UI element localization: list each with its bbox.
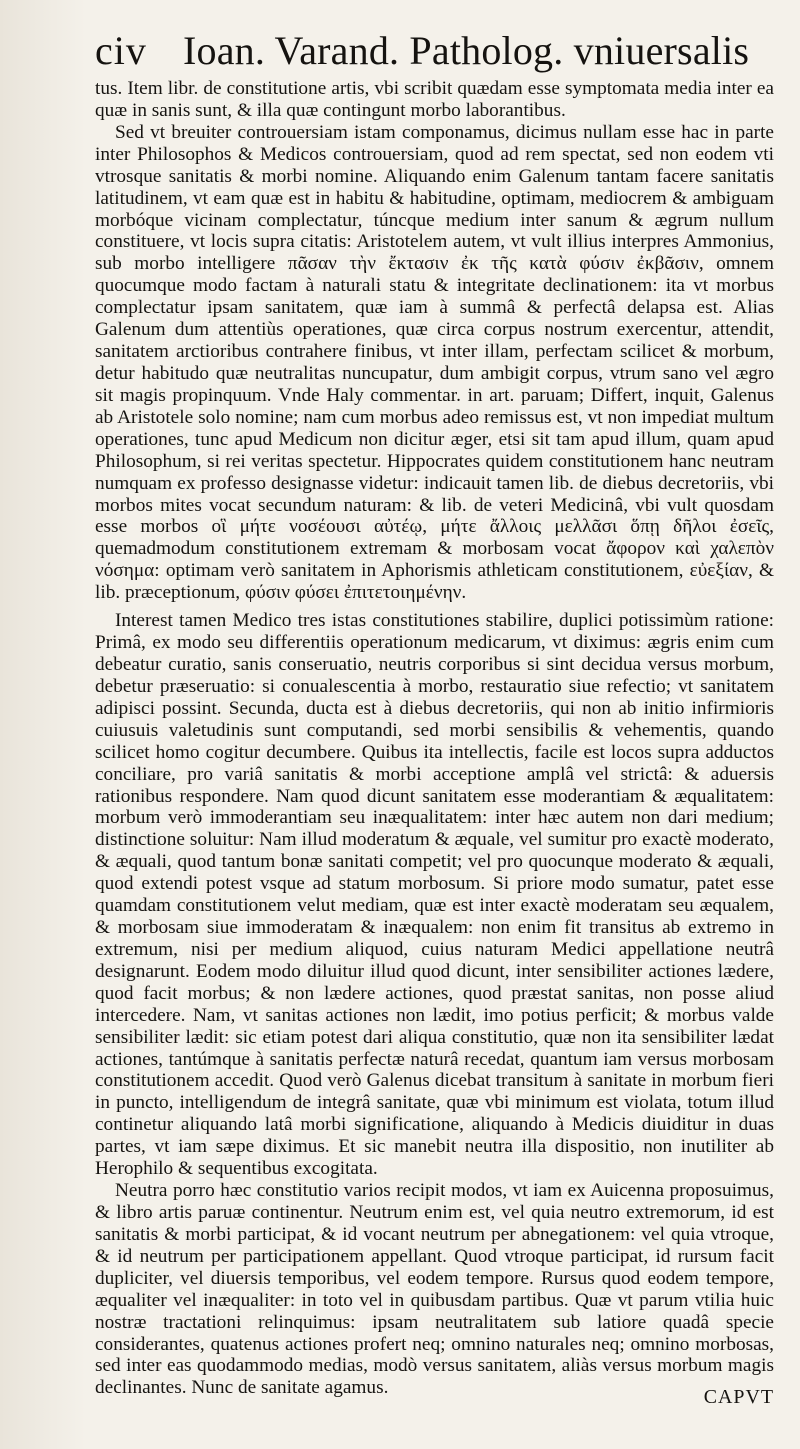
- paragraph-2: Sed vt breuiter controuersiam istam componamus, dicimus nullam esse hac in parte inter Philosophos & Medicos controuersiam, quod ad rem spectat, sed non eodem vti vtrosque sanitatis & morbi nomine. Aliquando enim Galenum tantam facere sanitatis latitudinem, vt eam quæ est in habitu & habitudine, optimam, mediocrem & ambiguam morbóque vicinam complectatur, túncque medium inter sanum & ægrum nullum constituere, vt locis supra citatis: Aristotelem autem, vt vult illius interpres Ammonius, sub morbo intelligere πᾶσαν τὴν ἔκτασιν ἐκ τῆς κατὰ φύσιν ἐκβᾶσιν, omnem quocumque modo factam à naturali statu & integritate declinationem: ita vt morbus complectatur ipsam sanitatem, quæ iam à summâ & perfectâ delapsa est. Alias Galenum dum attentiùs operationes, quæ circa corpus nostrum exercentur, attendit, sanitatem arctioribus contrahere finibus, vt inter illam, perfectam scilicet & morbum, detur habitudo quæ neutralitas nuncupatur, dum ambigit corpus, vtrum sano vel ægro sit magis propinquum. Vnde Haly commentar. in art. paruam; Differt, inquit, Galenus ab Aristotele solo nomine; nam cum morbus adeo remissus est, vt non impediat multum operationes, tunc apud Medicum non dicitur æger, etsi sit tam apud illum, quam apud Philosophum, si rei veritas spectetur. Hippocrates quidem constitutionem hanc neutram numquam ex professo designasse videtur: indicauit tamen lib. de diebus decretoriis, vbi morbos mites vocat secundum naturam: & lib. de veteri Medicinâ, vbi vult quosdam esse morbos οἳ μήτε νοσέουσι αὐτέῳ, μήτε ἄλλοις μελλᾶσι ὅπῃ δῆλοι ἐσεῖς, quemadmodum constitutionem extremam & morbosam vocat ἄφορον καὶ χαλεπὸν νόσημα: optimam verò sanitatem in Aphorismis athleticam constitutionem, εὐεξίαν, & lib. præceptionum, φύσιν φύσει ἐπιτετοιημένην.: [95, 121, 774, 604]
- running-title: Ioan. Varand. Patholog. vniuersalis: [183, 28, 750, 73]
- catchword: CAPVT: [703, 1386, 774, 1408]
- body-text: [95, 78, 774, 1399]
- paragraph-4: Neutra porro hæc constitutio varios recipit modos, vt iam ex Auicenna proposuimus, & libro artis paruæ continentur. Neutrum enim est, vel quia neutro extremorum, id est sanitatis & morbi participat, & id vocant neutrum per abnegationem: vel quia vtroque, & id neutrum per participationem appellant. Quod vtroque participat, id rursum facit dupliciter, vel diuersis temporibus, vel eodem tempore. Rursus quod eodem tempore, æqualiter vel inæqualiter: in toto vel in quibusdam partibus. Quæ vt parum vtilia huic nostræ tractationi relinquimus: ipsam neutralitatem sub latiore quadâ specie considerantes, quatenus actiones profert neq; omnino naturales neq; omnino morbosas, sed inter eas quodammodo medias, modò versus sanitatem, aliàs versus morbum magis declinantes. Nunc de sanitate agamus.: [95, 1180, 774, 1399]
- folio-number: civ: [95, 28, 147, 73]
- paragraph-3: Interest tamen Medico tres istas constitutiones stabilire, duplici potissimùm ratione: Primâ, ex modo seu differentiis operationum medicarum, vt diximus: ægris enim cum debeatur curatio, sanis conseruatio, neutris corporibus si sint decidua versus morbum, debetur præseruatio: si conualescentia à morbo, restauratio siue refectio; vt sanitatem adipisci possint. Secunda, ducta est à diebus decretoriis, qui non ab initio infirmioris cuiusuis valetudinis sunt computandi, sed morbi sensibilis & vehementis, quando scilicet homo cogitur decumbere. Quibus ita intellectis, facile est locos supra adductos conciliare, pro variâ sanitatis & morbi acceptione amplâ vel strictâ: & aduersis rationibus respondere. Nam quod dicunt sanitatem esse moderantiam & æqualitatem: morbum verò immoderantiam seu inæqualitatem: inter hæc autem non dari medium; distinctione soluitur: Nam illud moderatum & æquale, vel sumitur pro exactè moderato, & æquali, quod tantum bonæ sanitati competit; vel pro quocunque moderato & æquali, quod extendi potest vsque ad statum morbosum. Si priore modo sumatur, patet esse quamdam constitutionem velut mediam, quæ est inter exactè moderatam seu æqualem, & morbosam siue immoderatam & inæqualem: non enim fit transitus ab extremo in extremum, nisi per medium aliquod, cuius naturam Medici appellatione neutrâ designarunt. Eodem modo diluitur illud quod dicunt, inter sensibiliter actiones lædere, quod facit morbus; & non lædere actiones, quod præstat sanitas, non posse aliud intercedere. Nam, vt sanitas actiones non lædit, imo potius perficit; & morbus valde sensibiliter lædit: sic etiam potest dari aliqua constitutio, quæ non ita sensibiliter lædat actiones, tantúmque à sanitatis perfectæ naturâ recedat, quantum iam versus morbosam constitutionem accedit. Quod verò Galenus dicebat transitum à sanitate in morbum fieri in puncto, intelligendum de integrâ sanitate, quæ vbi minimum est violata, totum illud continetur aliquando latâ morbi significatione, aliquando à Medicis diuiditur in duas partes, vt iam sæpe diximus. Et sic manebit neutra illa dispositio, non inutiliter ab Herophilo & sequentibus excogitata.: [95, 610, 774, 1180]
- paragraph-1: tus. Item libr. de constitutione artis, vbi scribit quædam esse symptomata media inter ea quæ in sanis sunt, & illa quæ contingunt morbo laborantibus.: [95, 78, 774, 121]
- page-header: [95, 26, 774, 76]
- page-gutter: [0, 0, 86, 1449]
